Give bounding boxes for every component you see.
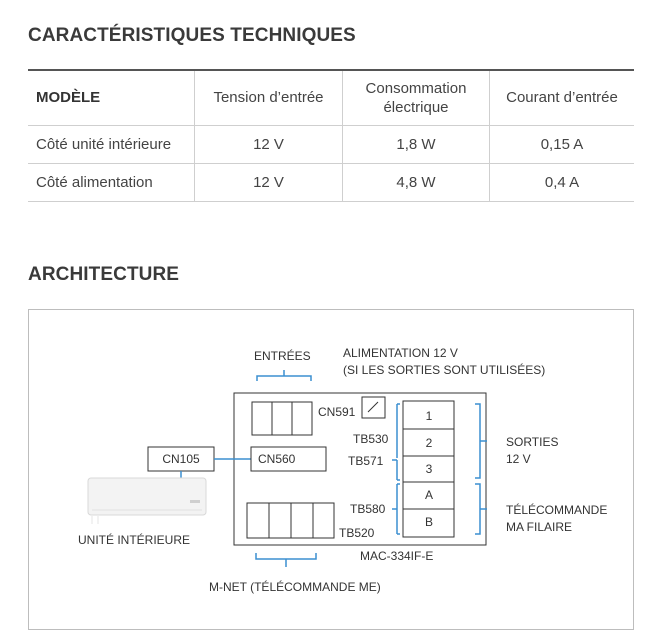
header-consumption-line2: électrique bbox=[383, 98, 449, 116]
label-cn105: CN105 bbox=[162, 452, 200, 466]
label-cn560: CN560 bbox=[258, 452, 296, 466]
terminal-a: A bbox=[424, 488, 434, 502]
header-current: Courant d’entrée bbox=[506, 89, 618, 107]
table-cell: Côté alimentation bbox=[28, 163, 195, 201]
tb580-bracket bbox=[392, 484, 400, 534]
indoor-unit-icon bbox=[88, 478, 206, 524]
sorties-bracket bbox=[475, 404, 487, 478]
entrees-bracket bbox=[257, 370, 311, 381]
mnet-bracket bbox=[256, 553, 316, 567]
label-telecommande-1: TÉLÉCOMMANDE bbox=[506, 503, 608, 517]
label-telecommande-2: MA FILAIRE bbox=[506, 520, 573, 534]
terminal-2: 2 bbox=[425, 436, 433, 450]
specs-title: CARACTÉRISTIQUES TECHNIQUES bbox=[28, 25, 356, 46]
table-cell: Côté unité intérieure bbox=[28, 125, 195, 163]
header-consumption-line1: Consommation bbox=[365, 79, 467, 97]
header-voltage: Tension d’entrée bbox=[195, 70, 343, 125]
input-connector bbox=[252, 402, 312, 435]
terminal-1: 1 bbox=[425, 409, 433, 423]
tb530-box bbox=[362, 397, 385, 418]
header-model: MODÈLE bbox=[28, 70, 195, 125]
table-cell: 1,8 W bbox=[343, 125, 490, 163]
label-alimentation-1: ALIMENTATION 12 V bbox=[343, 346, 458, 360]
tb530-wire-icon bbox=[368, 402, 378, 412]
table-cell: 4,8 W bbox=[343, 163, 490, 201]
label-tb580: TB580 bbox=[350, 502, 386, 516]
label-module: MAC-334IF-E bbox=[360, 549, 434, 563]
table-cell: 12 V bbox=[195, 163, 343, 201]
label-unite-interieure: UNITÉ INTÉRIEURE bbox=[78, 533, 191, 547]
table-cell: 0,4 A bbox=[544, 173, 580, 191]
table-cell: 0,15 A bbox=[540, 135, 584, 153]
table-cell: 12 V bbox=[195, 125, 343, 163]
terminal-3: 3 bbox=[425, 462, 433, 476]
label-entrees: ENTRÉES bbox=[254, 349, 311, 363]
terminal-b: B bbox=[424, 515, 434, 529]
label-sorties-2: 12 V bbox=[506, 452, 531, 466]
tb571-bracket bbox=[392, 404, 397, 480]
label-cn591: CN591 bbox=[318, 405, 356, 419]
label-tb520: TB520 bbox=[339, 526, 375, 540]
architecture-title: ARCHITECTURE bbox=[28, 264, 180, 285]
telecommande-bracket bbox=[475, 484, 487, 534]
label-alimentation-2: (SI LES SORTIES SONT UTILISÉES) bbox=[343, 363, 546, 377]
label-tb530: TB530 bbox=[353, 432, 389, 446]
label-mnet: M-NET (TÉLÉCOMMANDE ME) bbox=[209, 580, 381, 594]
label-tb571: TB571 bbox=[348, 454, 384, 468]
label-sorties-1: SORTIES bbox=[506, 435, 559, 449]
